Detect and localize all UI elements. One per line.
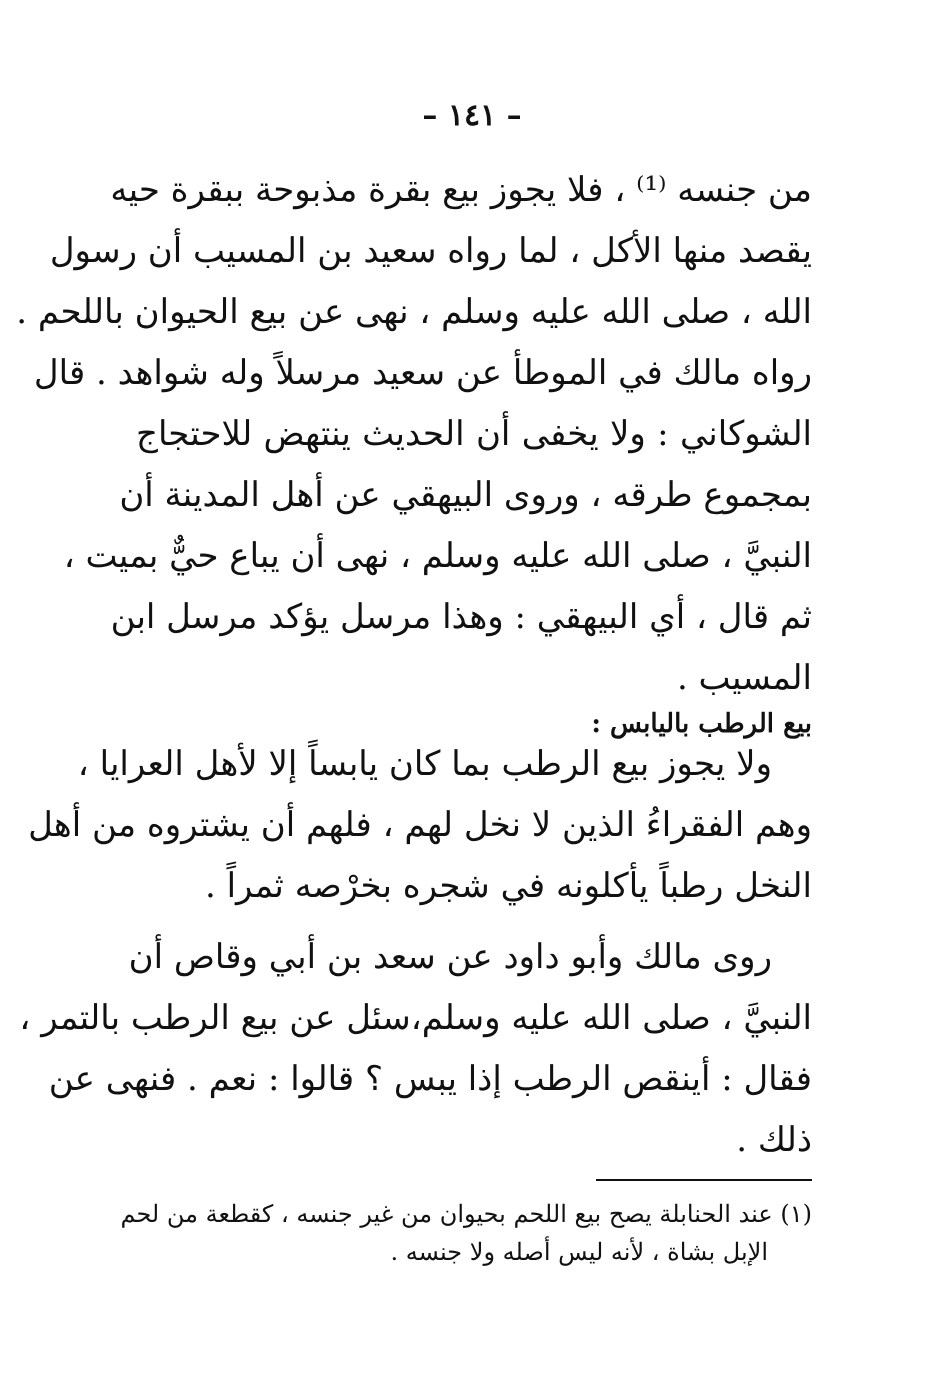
text-line: ثم قال ، أي البيهقي : وهذا مرسل يؤكد مرسل ابن bbox=[110, 597, 812, 637]
text-line: وهم الفقراءُ الذين لا نخل لهم ، فلهم أن يشتروه من أهل bbox=[28, 805, 812, 845]
section-heading: بيع الرطب باليابس : bbox=[591, 709, 812, 739]
text-line: فقال : أينقص الرطب إذا يبس ؟ قالوا : نعم . فنهى عن bbox=[48, 1059, 812, 1099]
paragraph-fresh-for-dry bbox=[28, 734, 812, 917]
text-line: يقصد منها الأكل ، لما رواه سعيد بن المسيب أن رسول bbox=[49, 231, 812, 271]
footnote-line: (١) عند الحنابلة يصح بيع اللحم بحيوان من غير جنسه ، كقطعة من لحم bbox=[120, 1200, 812, 1228]
text-line: ولا يجوز بيع الرطب بما كان يابساً إلا لأهل العرايا ، bbox=[77, 744, 772, 784]
text-line: النخل رطباً يأكلونه في شجره بخرْصه ثمراً . bbox=[204, 866, 812, 906]
text-line: النبيَّ ، صلى الله عليه وسلم،سئل عن بيع الرطب بالتمر ، bbox=[19, 998, 812, 1038]
text-line: بمجموع طرقه ، وروى البيهقي عن أهل المدينة أن bbox=[119, 475, 812, 515]
footnote-divider bbox=[596, 1179, 812, 1181]
footnote bbox=[120, 1195, 812, 1271]
footnote-line: الإبل بشاة ، لأنه ليس أصله ولا جنسه . bbox=[390, 1238, 768, 1266]
section-body bbox=[19, 734, 812, 1171]
text-line: روى مالك وأبو داود عن سعد بن أبي وقاص أن bbox=[128, 937, 772, 977]
text-line: النبيَّ ، صلى الله عليه وسلم ، نهى أن يباع حيٌّ بميت ، bbox=[63, 536, 812, 576]
text-line: من جنسه ⁽¹⁾ ، فلا يجوز بيع بقرة مذبوحة ببقرة حيه bbox=[110, 170, 812, 210]
text-line: رواه مالك في الموطأ عن سعيد مرسلاً وله شواهد . قال bbox=[33, 353, 812, 393]
text-line: المسيب . bbox=[676, 658, 812, 698]
paragraph-meat-for-animal bbox=[16, 160, 812, 709]
paragraph-hadith bbox=[19, 927, 812, 1171]
page-number: – ١٤١ – bbox=[422, 98, 522, 133]
text-line: الشوكاني : ولا يخفى أن الحديث ينتهض للاحتجاج bbox=[136, 414, 812, 454]
text-line: ذلك . bbox=[736, 1120, 812, 1160]
paragraph-gap bbox=[136, 917, 812, 927]
text-line: الله ، صلى الله عليه وسلم ، نهى عن بيع الحيوان باللحم . bbox=[16, 292, 812, 332]
